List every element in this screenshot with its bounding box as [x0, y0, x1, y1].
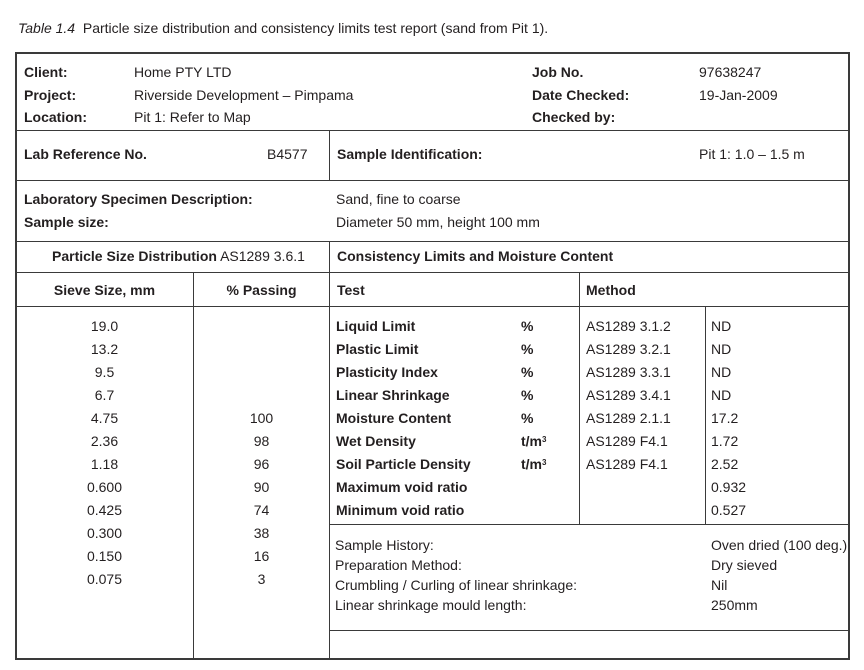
date-value: 19-Jan-2009 — [699, 87, 778, 103]
specimen-desc-value: Sand, fine to coarse — [336, 191, 461, 207]
test-method-cell — [586, 476, 671, 499]
psd-standard: AS1289 3.6.1 — [220, 248, 305, 264]
test-name-column — [336, 315, 471, 522]
sieve-size-cell: 0.600 — [86, 479, 123, 495]
test-unit-cell: $t/m^3$ — [521, 433, 547, 449]
test-value-cell: ND — [711, 318, 732, 334]
test-name-cell: Soil Particle Density — [336, 456, 471, 472]
percent-passing-cell: 96 — [253, 456, 270, 472]
history-value-cell: Dry sieved — [711, 557, 778, 573]
test-unit-cell: % — [521, 341, 534, 357]
test-unit-column — [521, 315, 546, 522]
test-name-cell: Liquid Limit — [336, 318, 416, 334]
caption-text: Particle size distribution and consistency limits test report (sand from Pit 1). — [82, 20, 549, 36]
sieve-size-cell: 6.7 — [94, 387, 115, 403]
checked-label: Checked by: — [532, 109, 616, 125]
percent-passing-cell — [194, 384, 329, 407]
test-value-cell: ND — [711, 364, 732, 380]
sample-size-label: Sample size: — [24, 214, 109, 230]
test-unit-cell: % — [521, 410, 534, 426]
percent-passing-cell: 16 — [253, 548, 270, 564]
test-method-cell: AS1289 3.2.1 — [586, 341, 671, 357]
test-method-cell: AS1289 2.1.1 — [586, 410, 671, 426]
test-value-cell: ND — [711, 387, 732, 403]
history-value-cell: 250mm — [711, 597, 758, 613]
col-method: Method — [586, 282, 636, 298]
history-value-cell: Oven dried (100 deg.) — [711, 537, 848, 553]
col-percent-passing: % Passing — [226, 282, 297, 298]
history-label-cell: Sample History: — [335, 537, 434, 553]
test-method-cell — [586, 499, 671, 522]
test-name-cell: Minimum void ratio — [336, 502, 465, 518]
test-value-cell: 1.72 — [711, 433, 739, 449]
test-value-cell: 0.932 — [711, 479, 747, 495]
sieve-size-cell: 0.425 — [86, 502, 123, 518]
rule-specimen — [16, 241, 849, 242]
lab-ref-label: Lab Reference No. — [24, 146, 147, 162]
test-value-cell: 17.2 — [711, 410, 739, 426]
sieve-size-cell: 9.5 — [94, 364, 115, 380]
sieve-size-cell: 2.36 — [90, 433, 119, 449]
job-label: Job No. — [532, 64, 584, 80]
sample-id-value: Pit 1: 1.0 – 1.5 m — [699, 146, 805, 162]
test-value-cell: ND — [711, 341, 732, 357]
test-unit-cell: % — [521, 387, 534, 403]
test-name-cell: Plastic Limit — [336, 341, 419, 357]
test-unit-cell — [521, 499, 546, 522]
test-method-cell: AS1289 3.3.1 — [586, 364, 671, 380]
client-value: Home PTY LTD — [134, 64, 232, 80]
test-unit-cell: % — [521, 318, 534, 334]
percent-passing-cell — [194, 338, 329, 361]
test-unit-cell — [521, 476, 546, 499]
location-label: Location: — [24, 109, 87, 125]
sample-size-value: Diameter 50 mm, height 100 mm — [336, 214, 540, 230]
vrule-main — [329, 241, 330, 659]
test-value-cell: 2.52 — [711, 456, 739, 472]
test-method-cell: AS1289 F4.1 — [586, 456, 668, 472]
psd-title-text: Particle Size Distribution — [52, 248, 217, 264]
test-unit-cell: % — [521, 364, 534, 380]
history-value-column — [711, 535, 847, 615]
test-value-column — [711, 315, 746, 522]
rule-column-heads — [16, 306, 849, 307]
percent-passing-cell: 74 — [253, 502, 270, 518]
rule-header — [16, 130, 849, 131]
history-label-cell: Preparation Method: — [335, 557, 462, 573]
sieve-size-cell: 13.2 — [90, 341, 119, 357]
percent-passing-cell: 90 — [253, 479, 270, 495]
test-name-cell: Wet Density — [336, 433, 416, 449]
vrule-value — [705, 306, 706, 524]
rule-lab — [16, 180, 849, 181]
project-label: Project: — [24, 87, 77, 103]
test-name-cell: Plasticity Index — [336, 364, 438, 380]
test-name-cell: Moisture Content — [336, 410, 452, 426]
vrule-method — [579, 272, 580, 524]
specimen-desc-label: Laboratory Specimen Description: — [24, 191, 253, 207]
rule-history-bottom — [329, 630, 849, 631]
job-value: 97638247 — [699, 64, 762, 80]
table-caption — [18, 20, 548, 36]
percent-passing-cell: 98 — [253, 433, 270, 449]
history-value-cell: Nil — [711, 577, 728, 593]
test-unit-cell: $t/m^3$ — [521, 456, 547, 472]
history-label-column — [335, 535, 577, 615]
sieve-size-cell: 0.150 — [86, 548, 123, 564]
percent-passing-cell: 100 — [249, 410, 274, 426]
limits-title: Consistency Limits and Moisture Content — [337, 248, 614, 264]
rule-section-titles — [16, 272, 849, 273]
percent-passing-cell: 38 — [253, 525, 270, 541]
percent-passing-cell — [194, 361, 329, 384]
client-label: Client: — [24, 64, 68, 80]
test-name-cell: Linear Shrinkage — [336, 387, 450, 403]
col-test: Test — [337, 282, 365, 298]
test-method-cell: AS1289 F4.1 — [586, 433, 668, 449]
sieve-size-cell: 0.300 — [86, 525, 123, 541]
rule-tests-bottom — [329, 524, 849, 525]
test-value-cell: 0.527 — [711, 502, 747, 518]
sieve-size-cell: 4.75 — [90, 410, 119, 426]
psd-title — [52, 247, 305, 265]
test-method-cell: AS1289 3.1.2 — [586, 318, 671, 334]
lab-ref-value: B4577 — [267, 146, 308, 162]
passing-column — [194, 315, 329, 591]
sieve-size-cell: 1.18 — [90, 456, 119, 472]
location-value: Pit 1: Refer to Map — [134, 109, 251, 125]
sieve-size-column — [16, 315, 193, 591]
history-label-cell: Linear shrinkage mould length: — [335, 597, 527, 613]
col-sieve-size: Sieve Size, mm — [53, 282, 156, 298]
percent-passing-cell: 3 — [257, 571, 266, 587]
test-method-cell: AS1289 3.4.1 — [586, 387, 671, 403]
sample-id-label: Sample Identification: — [337, 146, 483, 162]
sieve-size-cell: 0.075 — [86, 571, 123, 587]
caption-number: Table 1.4 — [18, 20, 76, 36]
sieve-size-cell: 19.0 — [90, 318, 119, 334]
history-label-cell: Crumbling / Curling of linear shrinkage: — [335, 577, 577, 593]
test-method-column — [586, 315, 671, 522]
test-name-cell: Maximum void ratio — [336, 479, 468, 495]
vrule-lab — [329, 130, 330, 180]
percent-passing-cell — [194, 315, 329, 338]
date-label: Date Checked: — [532, 87, 630, 103]
project-value: Riverside Development – Pimpama — [134, 87, 354, 103]
